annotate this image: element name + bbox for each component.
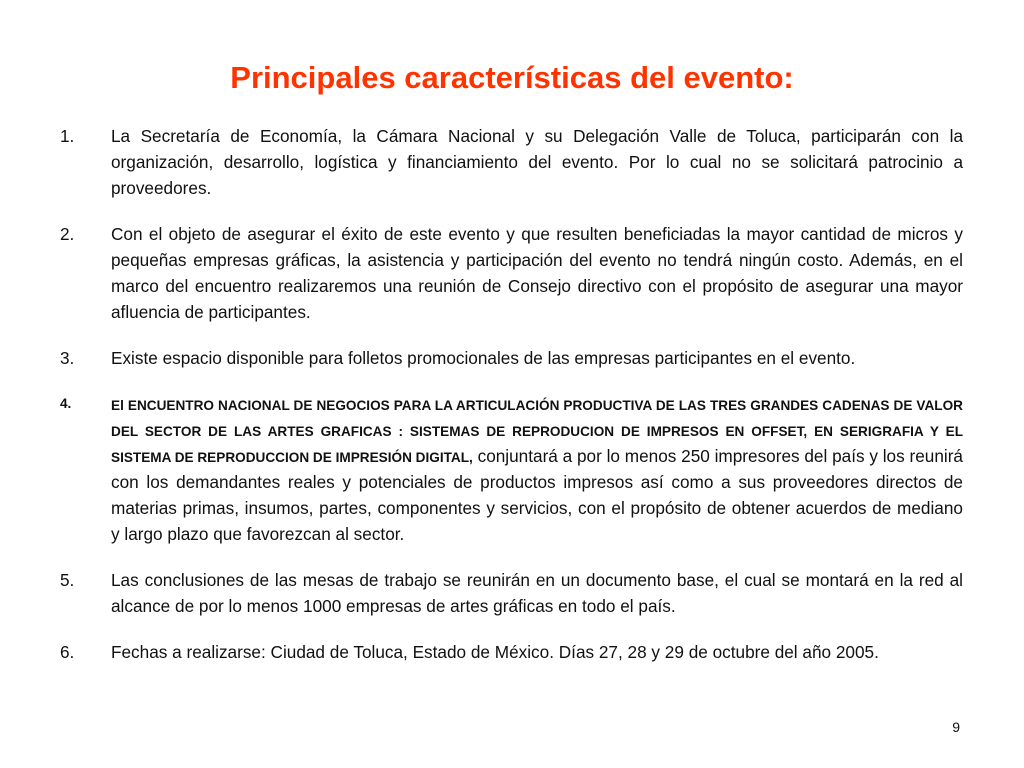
list-item-text: Con el objeto de asegurar el éxito de este evento y que resulten beneficiadas la mayor cantidad de micros y pequeñas empresas gráficas, la asistencia y participación del evento no tendrá ningún costo. Además, en el marco del encuentro realizaremos una reunión de Consejo directivo con el propósito de asegurar una mayor afluencia de participantes. xyxy=(111,224,963,322)
list-item-1 xyxy=(60,123,963,201)
list-item-5 xyxy=(60,567,963,619)
list-item-text: conjuntará a por lo menos 250 impresores del país y los reunirá con los demandantes reales y potenciales de productos impresos así como a sus proveedores directos de materias primas, insumos, partes, componentes y servicios, con el propósito de obtener acuerdos de mediano y largo plazo que favorezcan al sector. xyxy=(111,446,963,544)
list-item-text: Las conclusiones de las mesas de trabajo se reunirán en un documento base, el cual se montará en la red al alcance de por lo menos 1000 empresas de artes gráficas en todo el país. xyxy=(111,570,963,616)
list-item-number: 6. xyxy=(60,642,75,662)
list-item-number: 3. xyxy=(60,348,75,368)
list-item-3 xyxy=(60,345,963,371)
page-number: 9 xyxy=(952,719,960,735)
event-name-bold: El ENCUENTRO NACIONAL DE NEGOCIOS PARA LA ARTICULACIÓN PRODUCTIVA DE LAS TRES GRANDES CADENAS DE VALOR DEL SECTOR DE LAS ARTES GRAFICAS : SISTEMAS DE REPRODUCION DE IMPRESOS EN OFFSET, EN SERIGRAFIA Y EL SISTEMA DE REPRODUCCION DE IMPRESIÓN DIGITAL, xyxy=(111,398,963,465)
list-item-6 xyxy=(60,639,963,665)
slide-title: Principales características del evento: xyxy=(230,60,794,95)
list-item-number: 2. xyxy=(60,224,75,244)
list-item-text: La Secretaría de Economía, la Cámara Nacional y su Delegación Valle de Toluca, participarán con la organización, desarrollo, logística y financiamiento del evento. Por lo cual no se solicitará patrocinio a proveedores. xyxy=(111,126,963,198)
list-item-text: Fechas a realizarse: Ciudad de Toluca, Estado de México. Días 27, 28 y 29 de octubre del año 2005. xyxy=(111,642,879,662)
list-item-number: 5. xyxy=(60,570,75,590)
list-item-4 xyxy=(60,391,963,547)
list-item-text: Existe espacio disponible para folletos promocionales de las empresas participantes en el evento. xyxy=(111,348,856,368)
feature-list xyxy=(60,123,963,685)
list-item-number: 4. xyxy=(60,396,72,411)
list-item-number: 1. xyxy=(60,126,75,146)
list-item-2 xyxy=(60,221,963,325)
